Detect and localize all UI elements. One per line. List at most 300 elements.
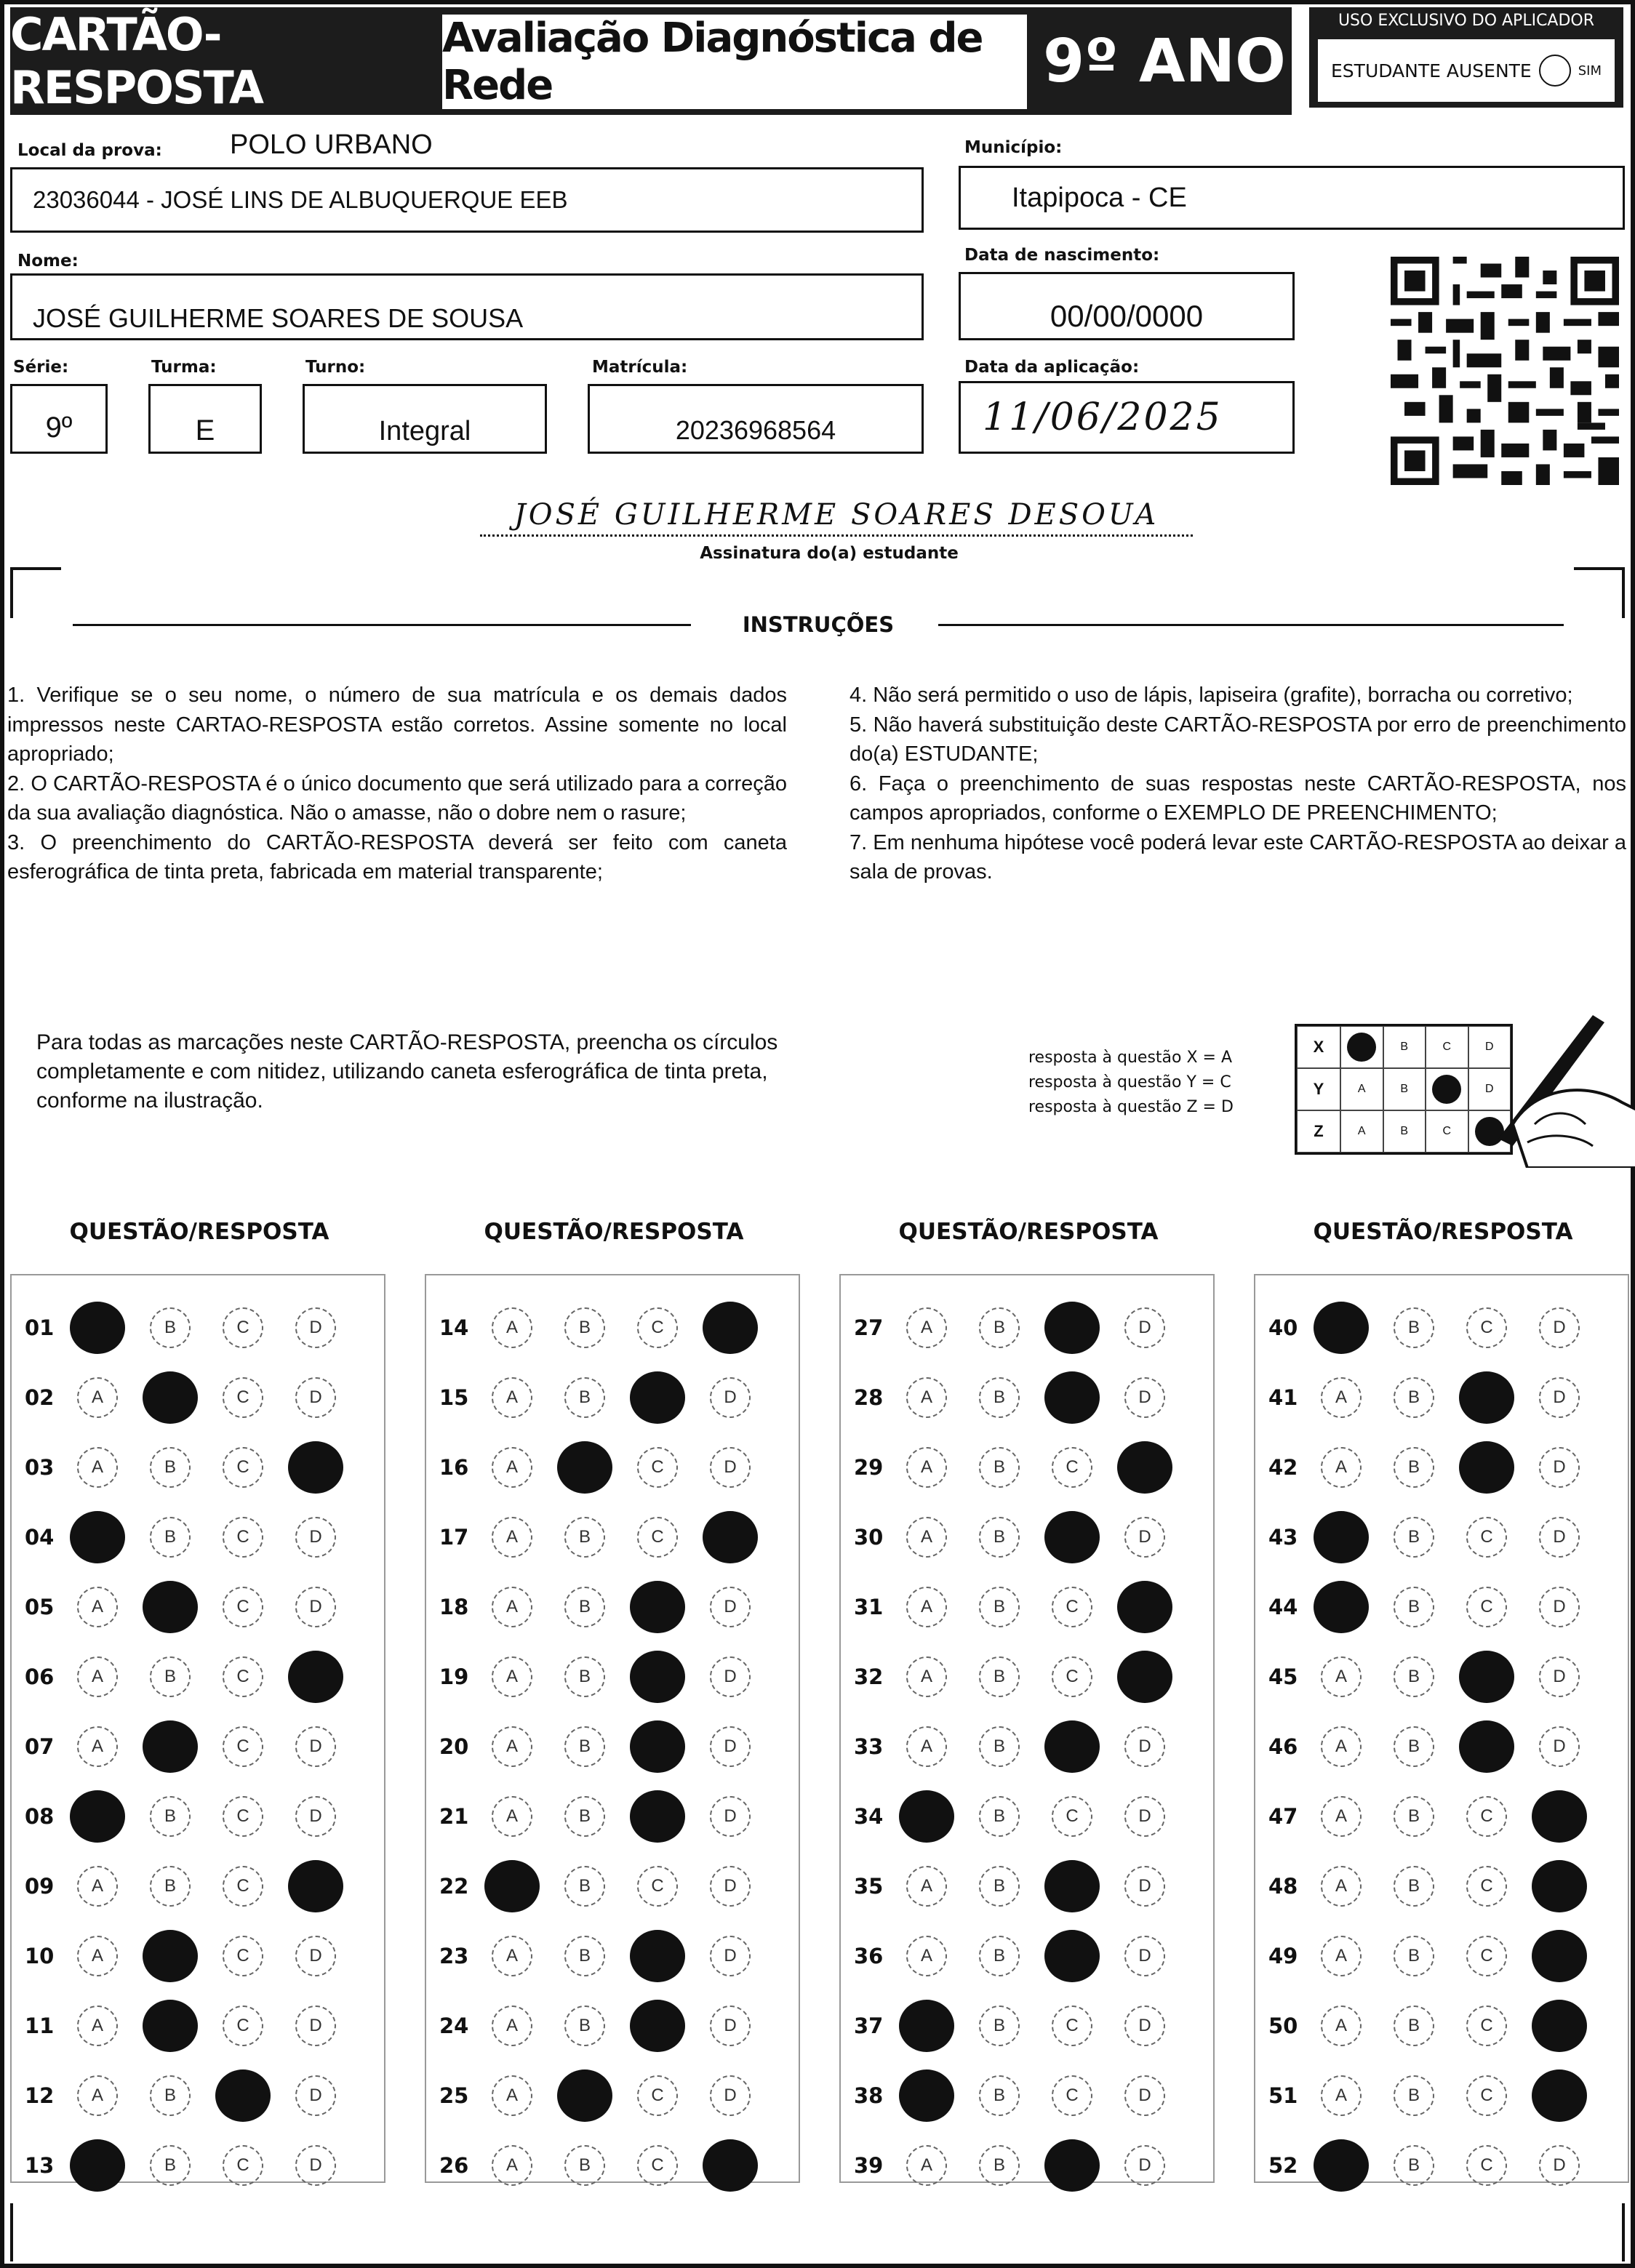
answer-bubble-c[interactable]: C [223, 1796, 263, 1837]
answer-bubble-c[interactable] [630, 2000, 685, 2052]
answer-bubble-c[interactable] [215, 2069, 271, 2122]
question-number: 31 [854, 1595, 884, 1619]
answer-bubble-a[interactable]: A [1321, 1377, 1362, 1418]
question-number: 09 [25, 1874, 55, 1899]
nome-field [10, 273, 924, 340]
answer-bubble-c[interactable]: C [1052, 1796, 1092, 1837]
answer-bubble-b[interactable]: B [979, 1447, 1020, 1488]
answer-bubble-a[interactable] [1314, 1581, 1369, 1633]
answer-bubble-b[interactable]: B [1394, 2075, 1434, 2116]
answer-bubble-b[interactable]: B [979, 2075, 1020, 2116]
answer-bubble-a[interactable]: A [1321, 1726, 1362, 1767]
answer-bubble-a[interactable] [899, 1790, 954, 1843]
question-row [426, 1851, 799, 1921]
answer-bubble-b[interactable]: B [1394, 1866, 1434, 1907]
answer-bubble-b[interactable] [143, 1371, 198, 1424]
answer-bubble-c[interactable]: C [637, 1307, 678, 1348]
instructions-rule-right [938, 624, 1564, 626]
answer-bubble-b[interactable]: B [150, 1656, 191, 1697]
question-number: 52 [1268, 2153, 1298, 2178]
answer-bubble-d[interactable] [288, 1441, 343, 1494]
answer-bubble-c[interactable] [1044, 1930, 1100, 1982]
question-row [12, 1991, 384, 2061]
answer-bubble-d[interactable]: D [1539, 1587, 1580, 1627]
corner-top-left [10, 567, 61, 618]
answer-bubble-a[interactable] [484, 1860, 540, 1912]
answer-bubble-d[interactable]: D [295, 1796, 336, 1837]
answer-bubble-d[interactable]: D [1124, 1307, 1165, 1348]
question-number: 03 [25, 1455, 55, 1480]
answer-bubble-d[interactable]: D [710, 1447, 751, 1488]
corner-top-right [1574, 567, 1625, 618]
answer-bubble-b[interactable]: B [979, 1796, 1020, 1837]
answer-bubble-b[interactable]: B [1394, 1726, 1434, 1767]
answer-column-title: QUESTÃO/RESPOSTA [69, 1219, 329, 1245]
answer-bubble-d[interactable]: D [1124, 1726, 1165, 1767]
answer-bubble-b[interactable]: B [150, 1796, 191, 1837]
answer-bubble-b[interactable]: B [979, 2005, 1020, 2046]
answer-bubble-d[interactable]: D [710, 1587, 751, 1627]
nascimento-value: 00/00/0000 [1050, 299, 1204, 333]
answer-bubble-b[interactable]: B [1394, 2005, 1434, 2046]
instructions-rule-left [73, 624, 691, 626]
fill-example-grid [1295, 1024, 1513, 1155]
question-row [12, 2061, 384, 2131]
answer-bubble-d[interactable]: D [710, 1866, 751, 1907]
example-option: B [1383, 1110, 1426, 1153]
answer-bubble-d[interactable] [1532, 1930, 1587, 1982]
example-option: B [1383, 1026, 1426, 1068]
answer-bubble-d[interactable]: D [710, 1796, 751, 1837]
answer-bubble-d[interactable]: D [295, 1377, 336, 1418]
answer-bubble-c[interactable]: C [1466, 1307, 1507, 1348]
answer-bubble-a[interactable] [70, 1790, 125, 1843]
answer-bubble-c[interactable]: C [637, 1866, 678, 1907]
answer-bubble-b[interactable]: B [979, 2145, 1020, 2186]
answer-bubble-d[interactable]: D [710, 1377, 751, 1418]
applicator-box [1309, 7, 1623, 108]
answer-bubble-d[interactable]: D [710, 2075, 751, 2116]
answer-bubble-b[interactable]: B [1394, 1517, 1434, 1558]
answer-bubble-a[interactable]: A [1321, 2005, 1362, 2046]
question-number: 06 [25, 1664, 55, 1689]
turma-value: E [195, 414, 215, 446]
answer-bubble-c[interactable]: C [1052, 2005, 1092, 2046]
question-row [426, 1921, 799, 1991]
question-number: 44 [1268, 1595, 1298, 1619]
question-number: 11 [25, 2013, 55, 2038]
question-number: 38 [854, 2083, 884, 2108]
answer-bubble-d[interactable]: D [1124, 1517, 1165, 1558]
answer-bubble-a[interactable]: A [906, 1517, 947, 1558]
answer-bubble-b[interactable]: B [1394, 1936, 1434, 1976]
answer-bubble-a[interactable] [899, 2000, 954, 2052]
absent-option: SIM [1578, 63, 1602, 79]
nascimento-label: Data de nascimento: [964, 246, 1160, 265]
answer-bubble-b[interactable]: B [564, 1936, 605, 1976]
answer-bubble-c[interactable] [1459, 1720, 1514, 1773]
answer-bubble-b[interactable]: B [1394, 1307, 1434, 1348]
answer-bubble-c[interactable]: C [223, 1936, 263, 1976]
answer-bubble-d[interactable]: D [295, 2075, 336, 2116]
answer-bubble-b[interactable] [143, 2000, 198, 2052]
answer-bubble-b[interactable]: B [979, 1726, 1020, 1767]
question-row [426, 1782, 799, 1851]
example-option: C [1426, 1026, 1468, 1068]
answer-bubble-c[interactable]: C [1052, 2075, 1092, 2116]
answer-bubble-a[interactable]: A [492, 1936, 532, 1976]
pen-hand-icon [1484, 1001, 1635, 1168]
answer-bubble-a[interactable]: A [492, 2005, 532, 2046]
question-row [841, 1712, 1213, 1782]
answer-bubble-d[interactable]: D [710, 1936, 751, 1976]
question-number: 34 [854, 1804, 884, 1829]
answer-bubble-a[interactable]: A [492, 1447, 532, 1488]
answer-bubble-c[interactable] [630, 1371, 685, 1424]
answer-bubble-b[interactable]: B [150, 2145, 191, 2186]
answer-bubble-c[interactable] [1459, 1651, 1514, 1703]
answer-bubble-c[interactable]: C [1466, 1587, 1507, 1627]
instructions-left [7, 681, 787, 887]
answer-bubble-d[interactable]: D [1124, 1936, 1165, 1976]
answer-bubble-c[interactable]: C [637, 1447, 678, 1488]
answer-bubble-b[interactable]: B [1394, 1447, 1434, 1488]
answer-bubble-b[interactable]: B [979, 1656, 1020, 1697]
answer-bubble-d[interactable]: D [1124, 1377, 1165, 1418]
answer-bubble-c[interactable]: C [1466, 1866, 1507, 1907]
question-row [1255, 1642, 1628, 1712]
answer-bubble-d[interactable]: D [1539, 1656, 1580, 1697]
answer-bubble-c[interactable]: C [1466, 2075, 1507, 2116]
turno-label: Turno: [305, 358, 366, 377]
question-row [841, 1572, 1213, 1642]
answer-bubble-c[interactable] [1459, 1441, 1514, 1494]
answer-bubble-a[interactable]: A [492, 1796, 532, 1837]
answer-bubble-d[interactable] [1117, 1581, 1172, 1633]
turma-field [148, 384, 262, 454]
answer-bubble-d[interactable]: D [1124, 2005, 1165, 2046]
question-row [1255, 1921, 1628, 1991]
question-row [1255, 1991, 1628, 2061]
answer-bubble-a[interactable]: A [906, 1587, 947, 1627]
answer-bubble-d[interactable]: D [295, 1307, 336, 1348]
answer-column-title: QUESTÃO/RESPOSTA [1313, 1219, 1573, 1245]
question-number: 02 [25, 1385, 55, 1410]
instruction-4: 4. Não será permitido o uso de lápis, lapiseira (grafite), borracha ou corretivo; [850, 684, 1573, 707]
question-number: 41 [1268, 1385, 1298, 1410]
example-option [1340, 1026, 1383, 1068]
answer-bubble-c[interactable] [1044, 2139, 1100, 2192]
answer-bubble-a[interactable]: A [906, 1307, 947, 1348]
answer-bubble-b[interactable]: B [564, 1377, 605, 1418]
answer-bubble-d[interactable] [1532, 2000, 1587, 2052]
answer-bubble-c[interactable]: C [1466, 1936, 1507, 1976]
answer-bubble-c[interactable] [630, 1651, 685, 1703]
answer-bubble-a[interactable] [70, 1302, 125, 1354]
answer-bubble-b[interactable]: B [1394, 1656, 1434, 1697]
answer-bubble-d[interactable]: D [295, 1726, 336, 1767]
answer-bubble-b[interactable]: B [979, 1377, 1020, 1418]
answer-bubble-b[interactable]: B [564, 1517, 605, 1558]
answer-bubble-a[interactable] [1314, 2139, 1369, 2192]
turno-field [303, 384, 547, 454]
serie-field [10, 384, 108, 454]
answer-bubble-b[interactable]: B [979, 1866, 1020, 1907]
answer-bubble-c[interactable] [1044, 1302, 1100, 1354]
question-row [12, 1502, 384, 1572]
answer-bubble-d[interactable] [1532, 1860, 1587, 1912]
answer-bubble-a[interactable] [1314, 1511, 1369, 1563]
applicator-title: USO EXCLUSIVO DO APLICADOR [1338, 12, 1595, 30]
answer-bubble-a[interactable]: A [492, 1307, 532, 1348]
answer-bubble-c[interactable]: C [223, 1587, 263, 1627]
example-option: A [1340, 1068, 1383, 1110]
turno-value: Integral [378, 416, 471, 446]
answer-bubble-d[interactable]: D [1539, 1307, 1580, 1348]
question-row [426, 1293, 799, 1363]
nascimento-field [959, 272, 1295, 340]
answer-bubble-c[interactable]: C [1466, 2145, 1507, 2186]
question-number: 45 [1268, 1664, 1298, 1689]
answer-bubble-d[interactable]: D [1124, 2075, 1165, 2116]
question-row [12, 1782, 384, 1851]
answer-bubble-b[interactable]: B [564, 2145, 605, 2186]
question-row [12, 1363, 384, 1432]
answer-bubble-b[interactable]: B [979, 1587, 1020, 1627]
answer-bubble-a[interactable]: A [906, 1726, 947, 1767]
answer-bubble-b[interactable] [557, 2069, 612, 2122]
answer-bubble-b[interactable]: B [564, 1656, 605, 1697]
answer-bubble-c[interactable]: C [1052, 1587, 1092, 1627]
answer-bubble-b[interactable]: B [564, 1796, 605, 1837]
municipio-label: Município: [964, 138, 1063, 157]
answer-bubble-b[interactable]: B [150, 1866, 191, 1907]
aplicacao-value: 11/06/2025 [983, 396, 1223, 439]
answer-bubble-d[interactable] [1117, 1651, 1172, 1703]
legend-z: resposta à questão Z = D [1028, 1098, 1234, 1116]
answer-bubble-c[interactable] [1044, 1511, 1100, 1563]
answer-bubble-a[interactable]: A [906, 1936, 947, 1976]
answer-bubble-d[interactable]: D [1124, 1866, 1165, 1907]
answer-bubble-c[interactable]: C [223, 1866, 263, 1907]
answer-bubble-a[interactable]: A [1321, 2075, 1362, 2116]
answer-bubble-c[interactable]: C [223, 1307, 263, 1348]
example-option: D [1468, 1068, 1511, 1110]
instruction-3: 3. O preenchimento do CARTÃO-RESPOSTA deverá ser feito com caneta esferográfica de tinta preta, fabricada em material transparente; [7, 830, 787, 883]
question-row [12, 1851, 384, 1921]
answer-bubble-d[interactable]: D [1539, 1726, 1580, 1767]
answer-bubble-b[interactable]: B [564, 1866, 605, 1907]
answer-bubble-c[interactable]: C [223, 1656, 263, 1697]
answer-bubble-c[interactable]: C [1466, 2005, 1507, 2046]
answer-bubble-d[interactable] [703, 2139, 758, 2192]
answer-bubble-d[interactable] [288, 1651, 343, 1703]
question-number: 33 [854, 1734, 884, 1759]
answer-bubble-a[interactable]: A [77, 1936, 118, 1976]
answer-bubble-a[interactable]: A [77, 1447, 118, 1488]
answer-bubble-a[interactable]: A [77, 1587, 118, 1627]
answer-bubble-b[interactable]: B [979, 1936, 1020, 1976]
answer-bubble-c[interactable]: C [637, 1517, 678, 1558]
answer-bubble-a[interactable]: A [906, 1447, 947, 1488]
answer-bubble-d[interactable]: D [710, 1656, 751, 1697]
answer-bubble-c[interactable] [630, 1790, 685, 1843]
answer-bubble-a[interactable]: A [77, 1726, 118, 1767]
school-value: 23036044 - JOSÉ LINS DE ALBUQUERQUE EEB [33, 186, 568, 213]
answer-bubble-c[interactable] [630, 1581, 685, 1633]
answer-bubble-a[interactable]: A [492, 2075, 532, 2116]
answer-bubble-c[interactable]: C [1466, 1796, 1507, 1837]
answer-bubble-c[interactable]: C [1052, 1656, 1092, 1697]
answer-bubble-c[interactable]: C [1052, 1447, 1092, 1488]
answer-bubble-b[interactable]: B [1394, 1796, 1434, 1837]
question-row [12, 1642, 384, 1712]
question-row [841, 1502, 1213, 1572]
absent-label: ESTUDANTE AUSENTE [1331, 60, 1532, 81]
question-number: 12 [25, 2083, 55, 2108]
answer-bubble-b[interactable]: B [150, 2075, 191, 2116]
question-number: 17 [439, 1525, 469, 1550]
answer-bubble-d[interactable]: D [1539, 2145, 1580, 2186]
answer-bubble-d[interactable] [288, 1860, 343, 1912]
question-row [12, 1293, 384, 1363]
answer-bubble-b[interactable] [557, 1441, 612, 1494]
answer-bubble-c[interactable]: C [223, 2145, 263, 2186]
answer-bubble-b[interactable]: B [979, 1517, 1020, 1558]
question-number: 10 [25, 1944, 55, 1968]
answer-bubble-a[interactable]: A [77, 1377, 118, 1418]
answer-bubble-a[interactable]: A [492, 1587, 532, 1627]
answer-bubble-b[interactable]: B [979, 1307, 1020, 1348]
answer-bubble-a[interactable]: A [77, 1656, 118, 1697]
answer-bubble-c[interactable]: C [223, 1377, 263, 1418]
question-number: 42 [1268, 1455, 1298, 1480]
answer-bubble-d[interactable]: D [295, 1517, 336, 1558]
answer-bubble-a[interactable] [1314, 1302, 1369, 1354]
question-row [1255, 1432, 1628, 1502]
answer-bubble-b[interactable]: B [150, 1517, 191, 1558]
answer-bubble-c[interactable] [1044, 1860, 1100, 1912]
question-row [841, 1991, 1213, 2061]
answer-bubble-d[interactable]: D [1539, 1447, 1580, 1488]
answer-bubble-d[interactable] [703, 1511, 758, 1563]
answer-bubble-a[interactable]: A [1321, 1447, 1362, 1488]
question-row [841, 2131, 1213, 2200]
answer-bubble-a[interactable] [70, 1511, 125, 1563]
answer-bubble-b[interactable] [143, 1720, 198, 1773]
answer-bubble-a[interactable]: A [492, 1726, 532, 1767]
answer-bubble-d[interactable]: D [295, 1936, 336, 1976]
answer-bubble-a[interactable]: A [1321, 1936, 1362, 1976]
question-row [841, 1293, 1213, 1363]
answer-bubble-d[interactable]: D [295, 2005, 336, 2046]
answer-bubble-c[interactable]: C [1466, 1517, 1507, 1558]
question-number: 39 [854, 2153, 884, 2178]
answer-bubble-b[interactable]: B [564, 1307, 605, 1348]
answer-bubble-b[interactable]: B [1394, 1377, 1434, 1418]
answer-bubble-c[interactable] [630, 1720, 685, 1773]
answer-bubble-a[interactable]: A [906, 1377, 947, 1418]
answer-bubble-c[interactable]: C [223, 1447, 263, 1488]
answer-bubble-b[interactable]: B [1394, 1587, 1434, 1627]
answer-bubble-c[interactable]: C [223, 1726, 263, 1767]
answer-bubble-a[interactable]: A [492, 1517, 532, 1558]
question-number: 24 [439, 2013, 469, 2038]
answer-bubble-c[interactable]: C [637, 2145, 678, 2186]
answer-bubble-b[interactable]: B [150, 1307, 191, 1348]
answer-bubble-b[interactable] [143, 1930, 198, 1982]
answer-bubble-d[interactable]: D [710, 1726, 751, 1767]
example-filled-bubble [1432, 1075, 1461, 1104]
grade-banner: 9º ANO [1037, 7, 1292, 115]
answer-bubble-b[interactable] [143, 1581, 198, 1633]
answer-bubble-b[interactable]: B [1394, 2145, 1434, 2186]
answer-bubble-a[interactable]: A [1321, 1866, 1362, 1907]
answer-bubble-c[interactable] [630, 1930, 685, 1982]
answer-bubble-b[interactable]: B [564, 2005, 605, 2046]
evaluation-banner [432, 7, 1037, 115]
question-row [12, 2131, 384, 2200]
answer-bubble-b[interactable]: B [150, 1447, 191, 1488]
answer-bubble-a[interactable]: A [77, 1866, 118, 1907]
question-row [1255, 2061, 1628, 2131]
example-row-label: Z [1297, 1110, 1340, 1153]
question-number: 27 [854, 1315, 884, 1340]
answer-bubble-c[interactable]: C [637, 2075, 678, 2116]
answer-bubble-d[interactable] [703, 1302, 758, 1354]
instruction-2: 2. O CARTÃO-RESPOSTA é o único documento que será utilizado para a correção da sua avaliação diagnóstica. Não o amasse, não o dobre nem o rasure; [7, 772, 787, 825]
answer-bubble-a[interactable]: A [77, 2005, 118, 2046]
answer-bubble-d[interactable]: D [295, 1587, 336, 1627]
answer-bubble-a[interactable]: A [906, 1656, 947, 1697]
answer-bubble-d[interactable] [1117, 1441, 1172, 1494]
question-number: 18 [439, 1595, 469, 1619]
answer-bubble-a[interactable]: A [492, 2145, 532, 2186]
answer-bubble-c[interactable]: C [223, 2005, 263, 2046]
question-row [12, 1921, 384, 1991]
answer-bubble-a[interactable]: A [492, 1656, 532, 1697]
question-row [426, 1712, 799, 1782]
answer-bubble-a[interactable]: A [906, 2145, 947, 2186]
answer-bubble-a[interactable]: A [1321, 1796, 1362, 1837]
answer-bubble-c[interactable] [1044, 1371, 1100, 1424]
answer-bubble-a[interactable] [899, 2069, 954, 2122]
answer-bubble-d[interactable]: D [1124, 1796, 1165, 1837]
answer-bubble-d[interactable]: D [710, 2005, 751, 2046]
question-row [426, 1363, 799, 1432]
answer-bubble-c[interactable]: C [223, 1517, 263, 1558]
answer-bubble-a[interactable]: A [492, 1377, 532, 1418]
answer-bubble-d[interactable]: D [295, 2145, 336, 2186]
answer-bubble-d[interactable]: D [1124, 2145, 1165, 2186]
answer-bubble-c[interactable] [1459, 1371, 1514, 1424]
answer-bubble-a[interactable] [70, 2139, 125, 2192]
answer-bubble-c[interactable] [1044, 1720, 1100, 1773]
question-row [12, 1572, 384, 1642]
answer-bubble-d[interactable]: D [1539, 1377, 1580, 1418]
answer-bubble-a[interactable]: A [77, 2075, 118, 2116]
question-number: 22 [439, 1874, 469, 1899]
answer-bubble-a[interactable]: A [1321, 1656, 1362, 1697]
absent-bubble[interactable] [1539, 55, 1571, 87]
signature-line [480, 486, 1193, 537]
answer-bubble-d[interactable] [1532, 2069, 1587, 2122]
answer-bubble-d[interactable] [1532, 1790, 1587, 1843]
answer-bubble-a[interactable]: A [906, 1866, 947, 1907]
answer-bubble-b[interactable]: B [564, 1726, 605, 1767]
answer-bubble-d[interactable]: D [1539, 1517, 1580, 1558]
answer-bubble-b[interactable]: B [564, 1587, 605, 1627]
